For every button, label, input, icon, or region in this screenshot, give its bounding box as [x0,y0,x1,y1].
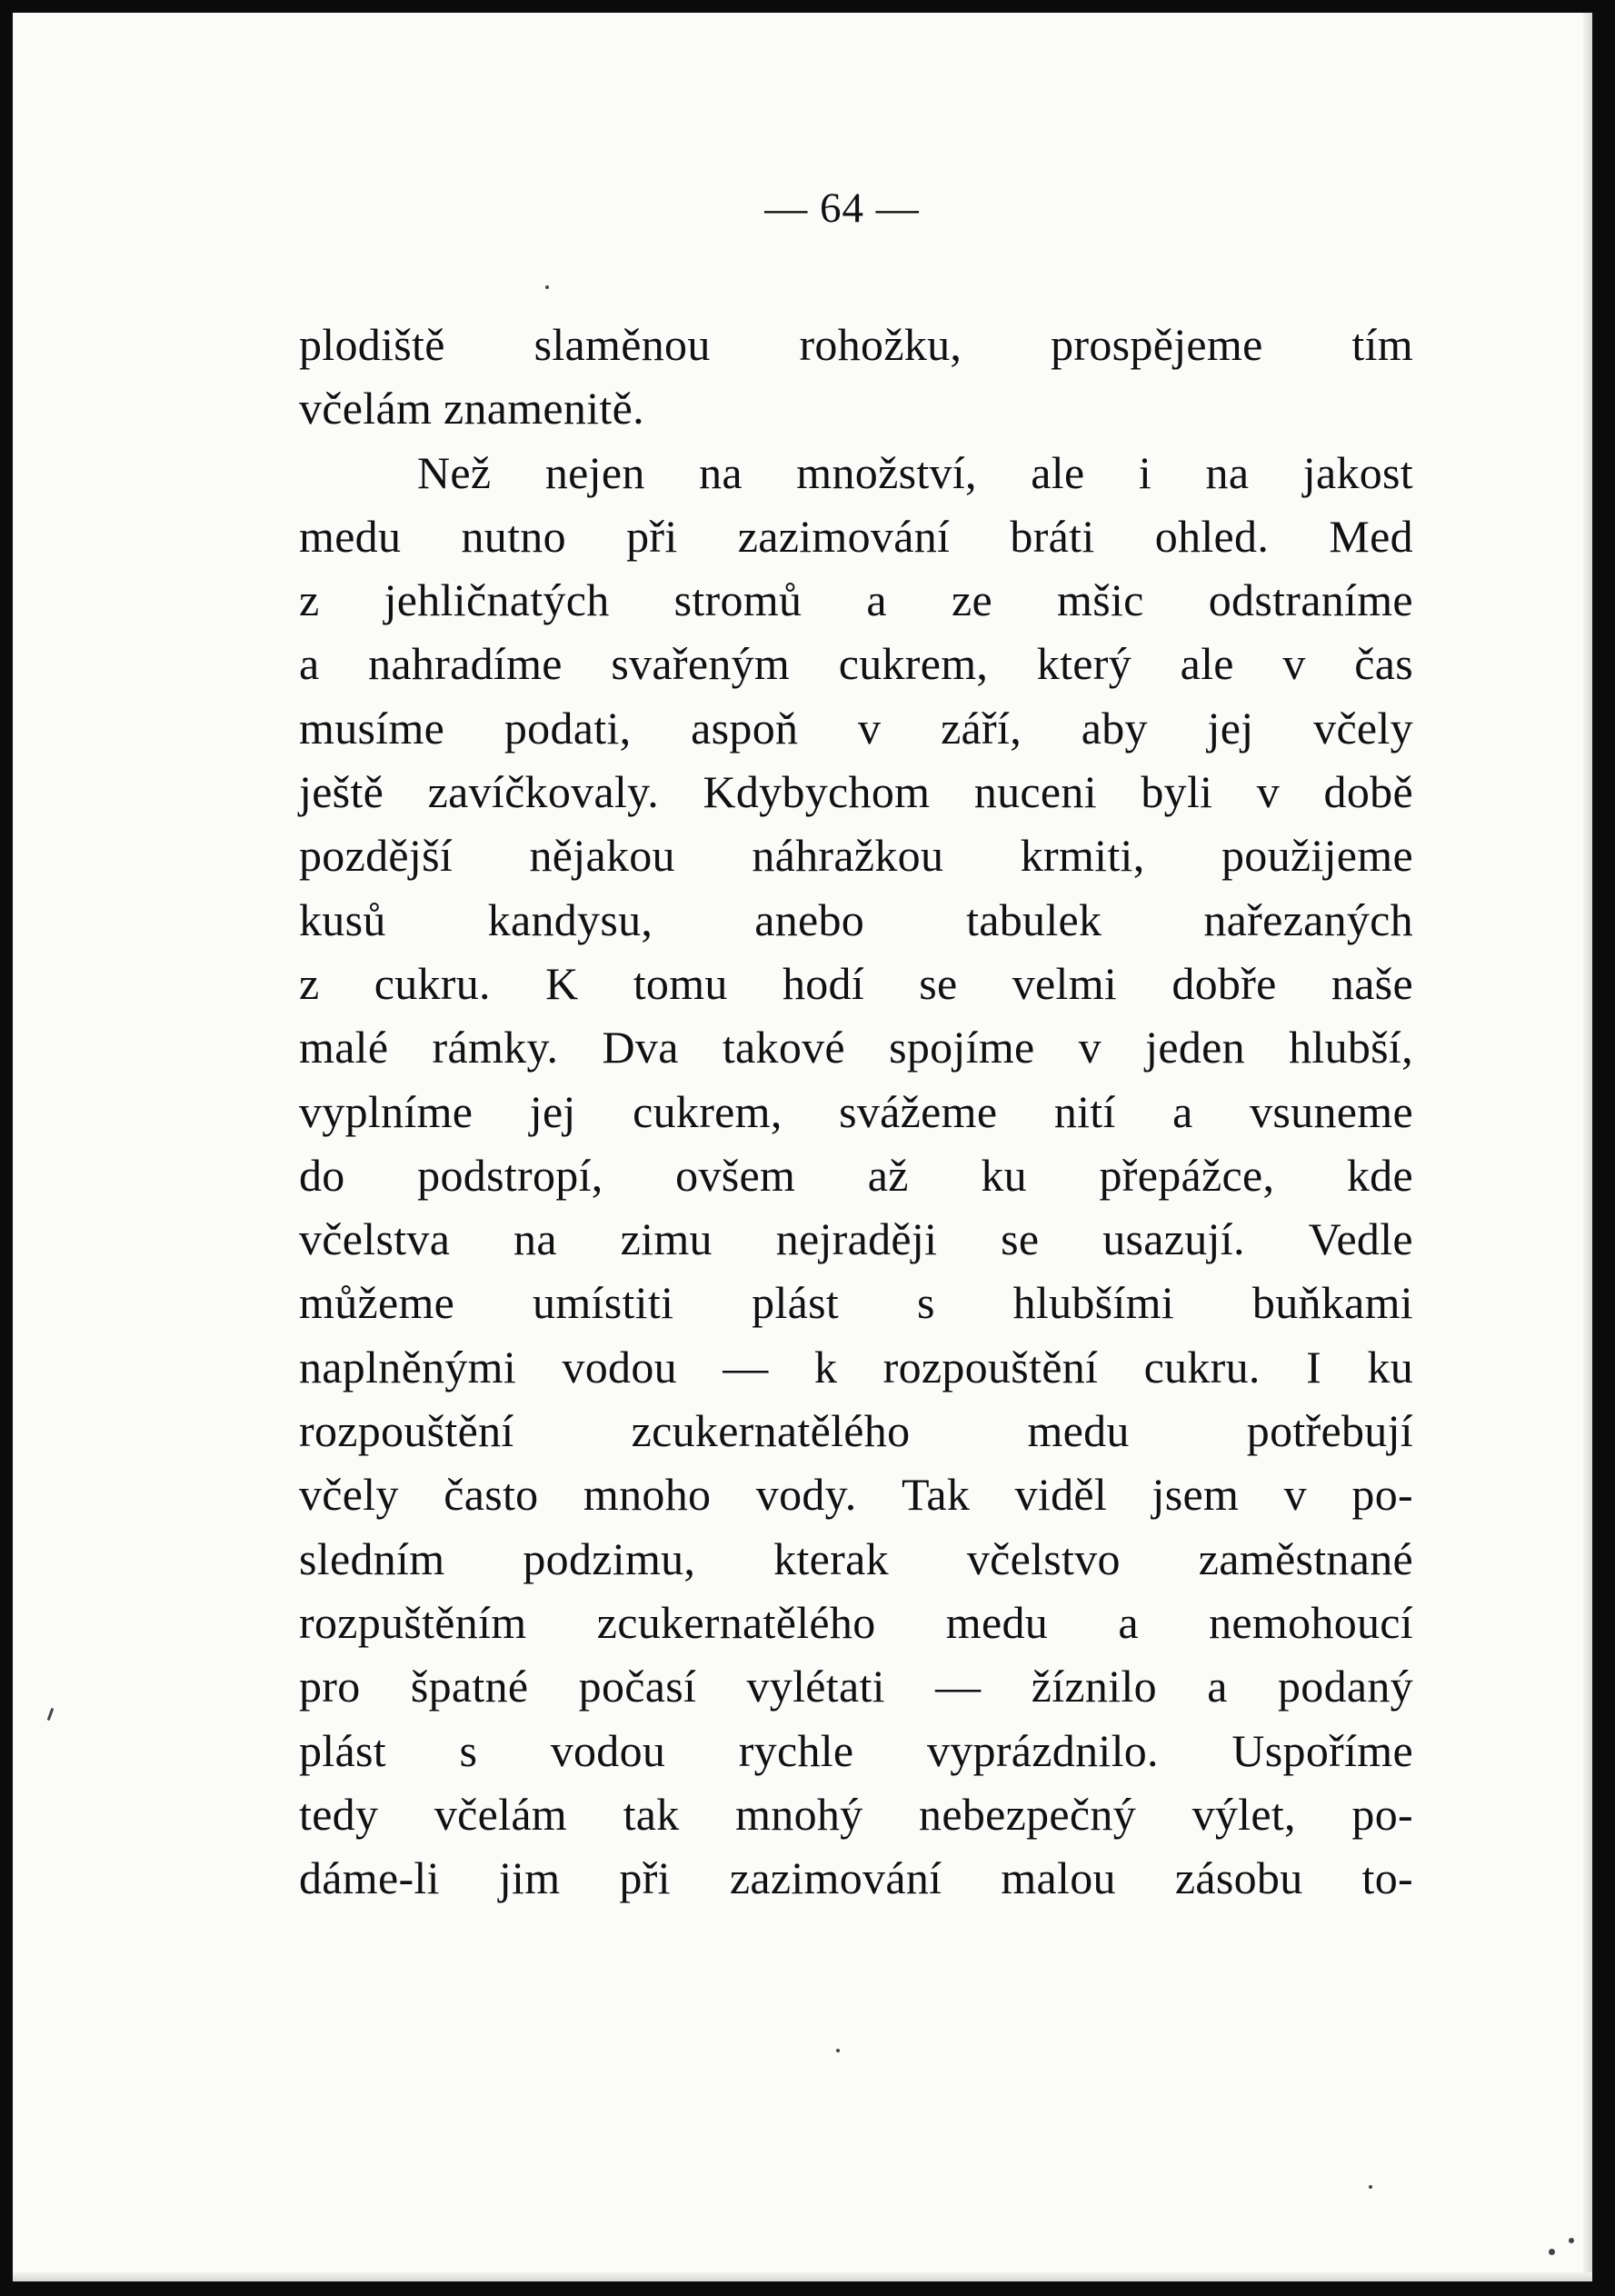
word: kde [1346,1149,1413,1201]
word: po- [1351,1469,1413,1521]
word: medu [299,510,402,562]
word: Vedle [1308,1213,1413,1265]
word: nití [1053,1085,1116,1137]
word: v [1256,766,1281,818]
word: době [1323,766,1413,818]
word: buňkami [1251,1277,1413,1329]
word: a [299,638,320,690]
word: Dva [602,1022,679,1073]
word: cukrem, [633,1085,783,1137]
word: Tak [902,1469,971,1521]
word: tomu [633,957,728,1009]
word: pro [299,1661,361,1712]
word: tedy [299,1788,379,1840]
text-line [299,1846,1413,1910]
text-line [299,760,1413,824]
word: krmiti, [1020,830,1145,882]
word: svážeme [839,1085,998,1137]
word: nějakou [529,830,675,882]
word: medu [945,1596,1049,1648]
word: můžeme [299,1277,455,1329]
word: I [1306,1341,1322,1393]
word: zazimování [729,1852,942,1904]
text-line [299,1782,1413,1846]
word: k [813,1341,838,1393]
word: mšic [1057,574,1144,626]
text-line [299,313,1413,376]
word: včely [299,1469,399,1521]
word: dáme-li [299,1852,440,1904]
text-line [299,824,1413,887]
word: ohled. [1154,510,1270,562]
word: sledním [299,1532,445,1584]
word: zaměstnané [1198,1532,1413,1584]
word: tak [623,1788,680,1840]
word: malou [1001,1852,1116,1904]
word: podaný [1277,1661,1413,1712]
word: dobře [1171,957,1277,1009]
word: rozpuštěním [299,1596,527,1648]
word: nuceni [973,766,1097,818]
word: medu [1027,1405,1130,1457]
text-line [299,632,1413,695]
word: vsuneme [1250,1085,1413,1137]
text-line [299,1207,1413,1271]
word: byli [1141,766,1213,818]
word: po- [1351,1788,1413,1840]
word: nejen [544,446,645,498]
word: to- [1361,1852,1413,1904]
text-line [299,1527,1413,1591]
word: z [299,574,320,626]
word: hodí [782,957,865,1009]
body-text [299,313,1413,1910]
text-line [299,1335,1413,1399]
scan-speck [1549,2249,1555,2255]
book-page [13,13,1592,2281]
page-number: — 64 — [764,185,920,232]
word: takové [722,1022,845,1073]
text-line [299,1654,1413,1718]
word: ovšem [675,1149,796,1201]
word: zásobu [1174,1852,1303,1904]
word: a [866,574,887,626]
word: vyprázdnilo. [926,1724,1159,1776]
scan-edge-right [1583,13,1592,2281]
word: prospějeme [1051,319,1263,370]
word: plodiště [299,319,445,370]
word: který [1036,638,1132,690]
word: pozdější [299,830,454,882]
word: včelstva [299,1213,451,1265]
word: anebo [754,893,865,945]
word: usazují. [1102,1213,1245,1265]
word: ze [951,574,992,626]
word: tím [1351,319,1413,370]
scan-edge-bottom [13,2272,1592,2281]
word: se [1001,1213,1040,1265]
text-line [299,1719,1413,1782]
scan-speck [47,1708,55,1721]
word: zazimování [737,510,951,562]
text-line [299,1143,1413,1207]
word: cukru. [374,957,491,1009]
word: cukrem, [838,638,989,690]
word: slaměnou [533,319,711,370]
word: a [1207,1661,1228,1712]
word: Uspoříme [1231,1724,1413,1776]
text-line [299,1462,1413,1526]
word: nutno [461,510,566,562]
word: nebezpečný [919,1788,1137,1840]
word: vody. [755,1469,857,1521]
word: nařezaných [1203,893,1413,945]
word: vylétati [746,1661,885,1712]
word: a [1172,1085,1193,1137]
word: Než [417,446,492,498]
word: se [919,957,958,1009]
scan-speck [1369,2185,1372,2189]
word: počasí [578,1661,697,1712]
word: hlubší, [1289,1022,1413,1073]
word: bráti [1010,510,1095,562]
word: potřebují [1246,1405,1413,1457]
word: jej [529,1085,576,1137]
text-line [299,888,1413,952]
text-line: včelám znamenitě. [299,383,644,434]
word: zcukernatělého [596,1596,876,1648]
text-line [299,1399,1413,1462]
word: podstropí, [417,1149,603,1201]
word: vyplníme [299,1085,474,1137]
word: i [1138,446,1152,498]
word: nemohoucí [1209,1596,1413,1648]
word: vodou [550,1724,666,1776]
word: v [1078,1022,1102,1073]
word: zimu [620,1213,713,1265]
word: kandysu, [487,893,653,945]
word: mnoho [583,1469,712,1521]
word: jeden [1145,1022,1245,1073]
word: do [299,1149,345,1201]
text-line [299,568,1413,632]
word: ale [1180,638,1234,690]
word: špatné [410,1661,529,1712]
word: aspoň [691,702,799,754]
word: Kdybychom [703,766,931,818]
word: včelám [434,1788,568,1840]
word: odstraníme [1208,574,1413,626]
word: při [626,510,678,562]
word: použijeme [1221,830,1413,882]
word: ještě [299,766,384,818]
text-line [299,1080,1413,1143]
word: K [545,957,579,1009]
text-line [299,952,1413,1015]
word: plást [752,1277,840,1329]
word: umístiti [533,1277,674,1329]
word: výlet, [1191,1788,1296,1840]
word: na [1205,446,1250,498]
word: na [513,1213,557,1265]
word: ku [1367,1341,1413,1393]
word: rámky. [432,1022,559,1073]
word: cukru. [1143,1341,1261,1393]
word: září, [941,702,1022,754]
word: kterak [773,1532,889,1584]
word: jim [498,1852,561,1904]
word: tabulek [966,893,1102,945]
word: velmi [1012,957,1118,1009]
text-line [299,504,1413,568]
word: jej [1207,702,1254,754]
word: jsem [1151,1469,1240,1521]
word: Med [1329,510,1413,562]
word: ale [1031,446,1085,498]
word: rozpouštění [299,1405,514,1457]
word: podati, [503,702,632,754]
word: nejraději [775,1213,938,1265]
text-line [299,1271,1413,1334]
word: včely [1313,702,1413,754]
word: náhražkou [752,830,944,882]
word: včelstvo [966,1532,1121,1584]
scan-speck [1569,2238,1574,2243]
word: rychle [738,1724,854,1776]
word: při [619,1852,671,1904]
word: kusů [299,893,386,945]
word: s [916,1277,935,1329]
word: přepážce, [1099,1149,1275,1201]
word: z [299,957,320,1009]
text-line [299,441,1413,504]
word: zcukernatělého [631,1405,911,1457]
scan-speck [836,2049,840,2052]
word: musíme [299,702,445,754]
word: malé [299,1022,389,1073]
word: vodou [562,1341,677,1393]
word: ku [981,1149,1027,1201]
word: naše [1331,957,1413,1009]
word: — [723,1341,769,1393]
word: — [935,1661,982,1712]
word: naplněnými [299,1341,517,1393]
word: plást [299,1724,386,1776]
word: často [444,1469,539,1521]
word: mnohý [735,1788,863,1840]
text-line [299,696,1413,760]
word: spojíme [889,1022,1035,1073]
word: v [1283,1469,1307,1521]
word: s [459,1724,478,1776]
word: aby [1081,702,1148,754]
scan-speck [545,285,549,289]
word: hlubšími [1012,1277,1175,1329]
word: rohožku, [799,319,962,370]
word: stromů [673,574,803,626]
word: jakost [1302,446,1413,498]
word: rozpouštění [882,1341,1099,1393]
text-line [299,1015,1413,1079]
word: zavíčkovaly. [427,766,659,818]
word: svařeným [611,638,791,690]
word: čas [1354,638,1413,690]
word: žíznilo [1031,1661,1157,1712]
word: jehličnatých [384,574,610,626]
word: viděl [1014,1469,1108,1521]
word: až [867,1149,909,1201]
word: na [699,446,743,498]
word: v [1282,638,1306,690]
word: podzimu, [523,1532,696,1584]
word: nahradíme [368,638,563,690]
word: množství, [796,446,977,498]
text-line [299,1591,1413,1654]
word: a [1118,1596,1139,1648]
word: v [858,702,882,754]
